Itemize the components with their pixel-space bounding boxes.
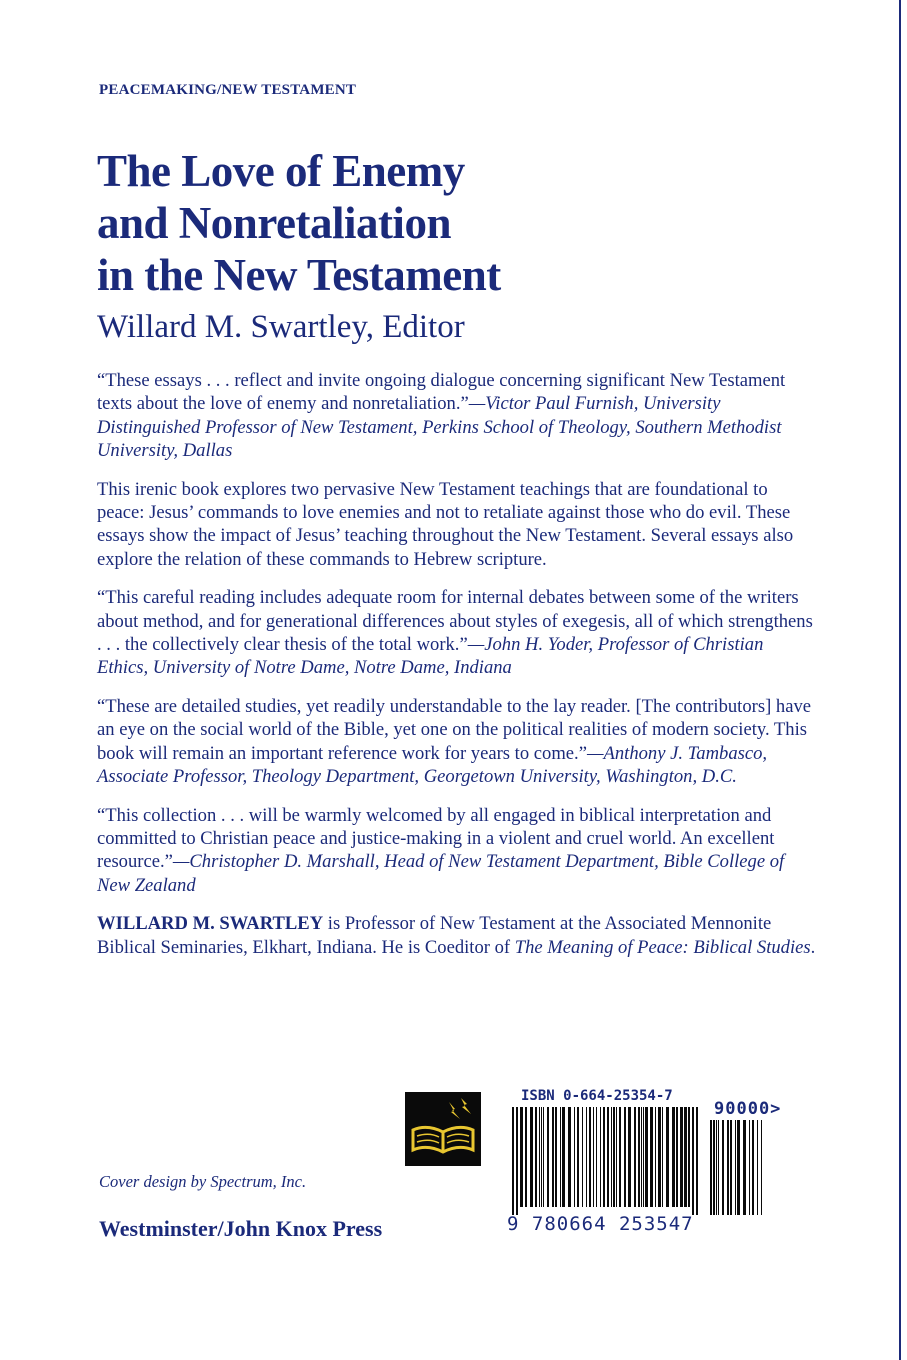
cover-design-credit: Cover design by Spectrum, Inc. (99, 1172, 307, 1191)
barcode-bar (730, 1120, 732, 1215)
barcode-bar (539, 1107, 540, 1207)
barcode-bar (589, 1107, 591, 1207)
barcode-digits: 9 780664 253547 (507, 1213, 694, 1235)
barcode-bar (555, 1107, 557, 1207)
barcode-bar (716, 1120, 717, 1215)
isbn-label: ISBN 0-664-25354-7 (521, 1088, 673, 1104)
category-label: PEACEMAKING/NEW TESTAMENT (99, 82, 357, 98)
barcode-bar (547, 1107, 549, 1207)
barcode-bar (543, 1107, 544, 1207)
blurb-attribution: —Victor Paul Furnish, University Distinguished Professor of New Testament, Perkins School of Theology, Southern Methodist University, Dallas (97, 393, 782, 462)
right-edge-rule (899, 0, 901, 1360)
barcode-bar (520, 1107, 523, 1207)
barcode-bar (643, 1107, 644, 1207)
barcode-bar (613, 1107, 615, 1207)
barcode-bar (586, 1107, 587, 1207)
barcode-bar (541, 1107, 542, 1207)
barcode-bar (562, 1107, 565, 1207)
open-book-lightning-icon (405, 1092, 481, 1166)
barcode-bar (696, 1107, 698, 1215)
barcode-bar (680, 1107, 683, 1207)
author-bio (97, 912, 817, 959)
barcode-bar (611, 1107, 612, 1207)
barcode-bar (552, 1107, 554, 1207)
author-bio-end: . (810, 936, 816, 958)
title-line-2: and Nonretaliation (97, 198, 451, 248)
blurb-quote: “This collection . . . will be warmly welcomed by all engaged in biblical interpretation and committed to Christian peace and justice-making in a violent and cruel world. An excellent resource.” (97, 804, 775, 873)
barcode-bar (713, 1120, 715, 1215)
barcode-bar (718, 1120, 719, 1215)
editor-credit: Willard M. Swartley, Editor (97, 309, 465, 345)
blurb-quote: “These are detailed studies, yet readily understandable to the lay reader. [The contributors] have an eye on the social world of the Bible, yet one on the political realities of modern society. This book will remain an important reference work for years to come.” (97, 695, 812, 764)
barcode-bar (710, 1120, 712, 1215)
barcode-bar (600, 1107, 601, 1207)
publisher-name: Westminster/John Knox Press (99, 1216, 383, 1241)
blurb-attribution: —Christopher D. Marshall, Head of New Testament Department, Bible College of New Zealand (97, 851, 785, 896)
barcode-bar (577, 1107, 579, 1207)
barcode-bar (593, 1107, 594, 1207)
barcode-bar (722, 1120, 724, 1215)
barcode-bar (688, 1107, 690, 1207)
barcode-bar (749, 1120, 750, 1215)
barcode-bar (735, 1120, 736, 1215)
barcode-bar (634, 1107, 636, 1207)
blurb-tambasco (97, 695, 817, 789)
barcode-bar (676, 1107, 678, 1207)
barcode-bar (560, 1107, 561, 1207)
book-description (97, 478, 817, 572)
barcode-addon (710, 1120, 762, 1215)
barcode-bar (641, 1107, 642, 1207)
blurb-attribution: —Anthony J. Tambasco, Associate Professor, Theology Department, Georgetown University, Washington, D.C. (97, 742, 768, 788)
barcode-bar (672, 1107, 675, 1207)
barcode-bar (666, 1107, 669, 1207)
barcode-bar (596, 1107, 597, 1207)
blurb-quote: “These essays . . . reflect and invite ongoing dialogue concerning significant New Testament texts about the love of enemy and nonretaliation.” (97, 370, 786, 415)
blurb-yoder (97, 586, 817, 680)
title-line-3: in the New Testament (97, 250, 501, 300)
blurb-attribution: —John H. Yoder, Professor of Christian Ethics, University of Notre Dame, Notre Dame, Indiana (97, 634, 764, 679)
barcode-bar (727, 1120, 729, 1215)
description-text: This irenic book explores two pervasive New Testament teachings that are foundational to peace: Jesus’ commands to love enemies and not to retaliate against those who do evil. These essays show the impact of Jesus’ teaching throughout the New Testament. Several essays also explore the relation of these commands to Hebrew scripture. (97, 478, 794, 570)
author-bio-text: is Professor of New Testament at the Associated Mennonite Biblical Seminaries, Elkhart, Indiana. He is Coeditor of (97, 913, 772, 958)
barcode-bar (574, 1107, 575, 1207)
barcode-bar (616, 1107, 617, 1207)
barcode-bar (692, 1107, 694, 1215)
barcode-bar (752, 1120, 754, 1215)
barcode-bar (737, 1120, 740, 1215)
barcode-bar (619, 1107, 621, 1207)
title-line-1: The Love of Enemy (97, 146, 465, 196)
barcode-bar (761, 1120, 762, 1215)
barcode-bar (655, 1107, 656, 1207)
barcode-bar (650, 1107, 653, 1207)
barcode-bar (607, 1107, 609, 1207)
barcode-bar (743, 1120, 746, 1215)
barcode-addon-digits: 90000> (714, 1099, 782, 1119)
barcode-bar (582, 1107, 583, 1207)
barcode-bar (658, 1107, 661, 1207)
author-bio-book-title: The Meaning of Peace: Biblical Studies (514, 936, 811, 958)
barcode-ean (512, 1107, 698, 1215)
barcode-bar (638, 1107, 640, 1207)
barcode-bar (624, 1107, 626, 1207)
barcode-bar (525, 1107, 527, 1207)
book-title (97, 145, 797, 301)
blurb-quote: “This careful reading includes adequate room for internal debates between some of the writers about method, and for generational differences about styles of exegesis, all of which strengthens . . . the collectively clear thesis of the total work.” (97, 587, 813, 656)
barcode-bar (568, 1107, 571, 1207)
blurb-furnish (97, 369, 817, 463)
barcode-bar (628, 1107, 631, 1207)
barcode-bar (757, 1120, 758, 1215)
barcode-bar (516, 1107, 518, 1215)
blurb-marshall (97, 804, 817, 898)
barcode-bar (684, 1107, 687, 1207)
barcode-bar (512, 1107, 514, 1215)
barcode-bar (535, 1107, 537, 1207)
barcode-bar (645, 1107, 648, 1207)
barcode-bar (530, 1107, 533, 1207)
barcode-bar (603, 1107, 605, 1207)
barcode-bar (662, 1107, 663, 1207)
author-name: WILLARD M. SWARTLEY (97, 913, 324, 935)
cover-copy (97, 369, 817, 959)
